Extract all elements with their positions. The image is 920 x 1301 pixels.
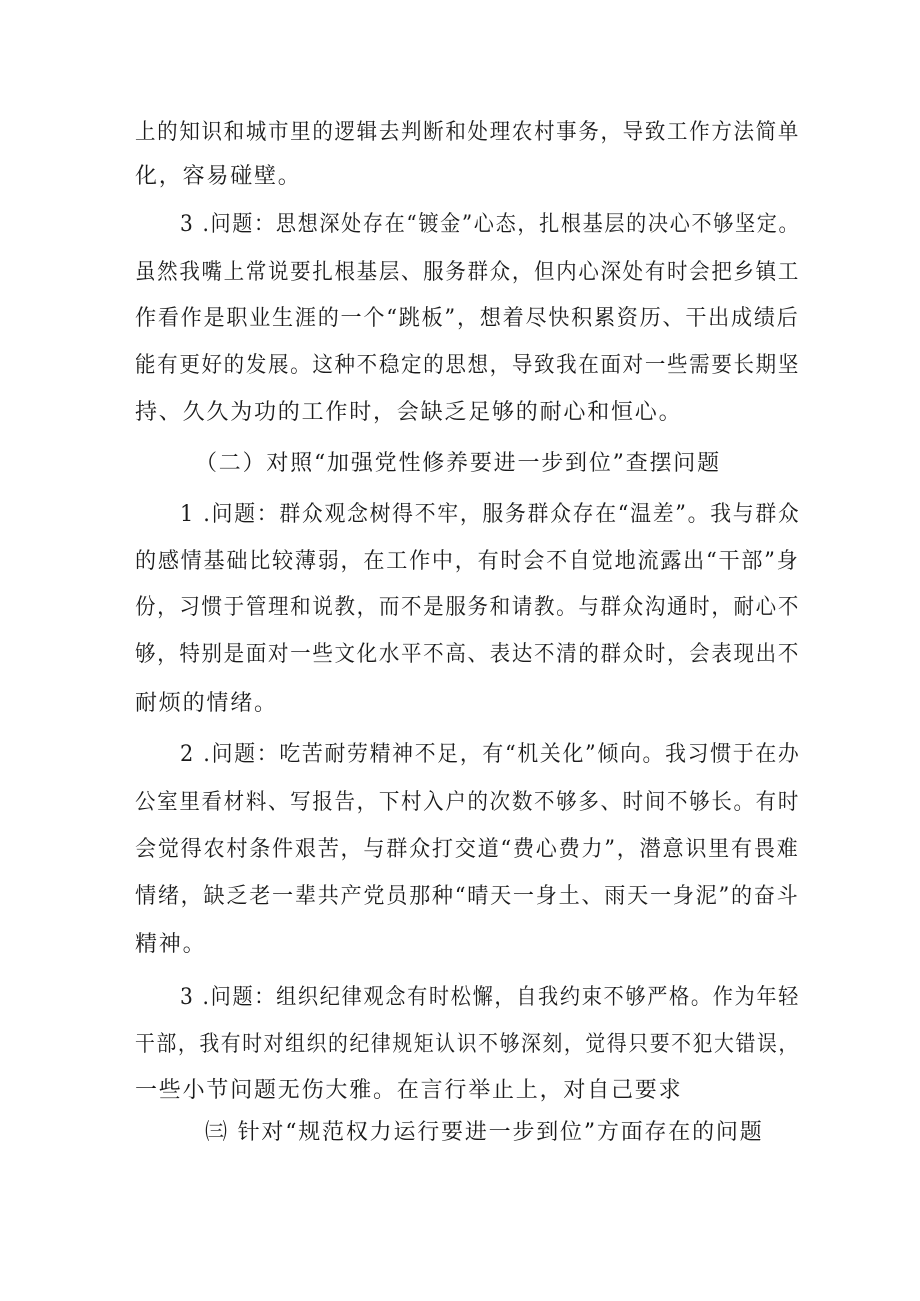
text-line: 公室里看材料、写报告，下村入户的次数不够多、时间不够长。有时 [135,790,801,815]
text-line: 一些小节问题无伤大雅。在言行举止上，对自己要求 [135,1078,683,1103]
text-line: 精神。 [135,932,207,957]
text-line: 2 .问题：吃苦耐劳精神不足，有“机关化”倾向。我习惯于在办 [180,742,801,767]
section-heading: （二）对照“加强党性修养要进一步到位”查摆问题 [195,451,721,476]
text-line: 耐烦的情绪。 [135,691,278,716]
text-line: 化，容易碰壁。 [135,164,302,189]
text-line: 够，特别是面对一些文化水平不高、表达不清的群众时，会表现出不 [135,642,801,667]
text-line: 份，习惯于管理和说教，而不是服务和请教。与群众沟通时，耐心不 [135,595,801,620]
text-line: 情绪，缺乏老一辈共产党员那种“晴天一身土、雨天一身泥”的奋斗 [135,884,800,909]
section-heading: ㈢ 针对“规范权力运行要进一步到位”方面存在的问题 [205,1120,764,1145]
text-line: 3 .问题：思想深处存在“镀金”心态，扎根基层的决心不够坚定。 [180,212,801,237]
text-line: 1 .问题：群众观念树得不牢，服务群众存在“温差”。我与群众 [180,502,801,527]
text-line: 上的知识和城市里的逻辑去判断和处理农村事务，导致工作方法简单 [135,120,801,145]
text-line: 会觉得农村条件艰苦，与群众打交道“费心费力”，潜意识里有畏难 [135,837,800,862]
text-line: 作看作是职业生涯的一个“跳板”，想着尽快积累资历、干出成绩后 [135,306,800,331]
text-line: 虽然我嘴上常说要扎根基层、服务群众，但内心深处有时会把乡镇工 [135,260,801,285]
text-line: 的感情基础比较薄弱，在工作中，有时会不自觉地流露出“干部”身 [135,549,800,574]
text-line: 能有更好的发展。这种不稳定的思想，导致我在面对一些需要长期坚 [135,353,801,378]
text-line: 持、久久为功的工作时，会缺乏足够的耐心和恒心。 [135,400,683,425]
text-line: 3 .问题：组织纪律观念有时松懈，自我约束不够严格。作为年轻 [180,985,801,1010]
text-line: 干部，我有时对组织的纪律规矩认识不够深刻，觉得只要不犯大错误， [135,1032,800,1057]
